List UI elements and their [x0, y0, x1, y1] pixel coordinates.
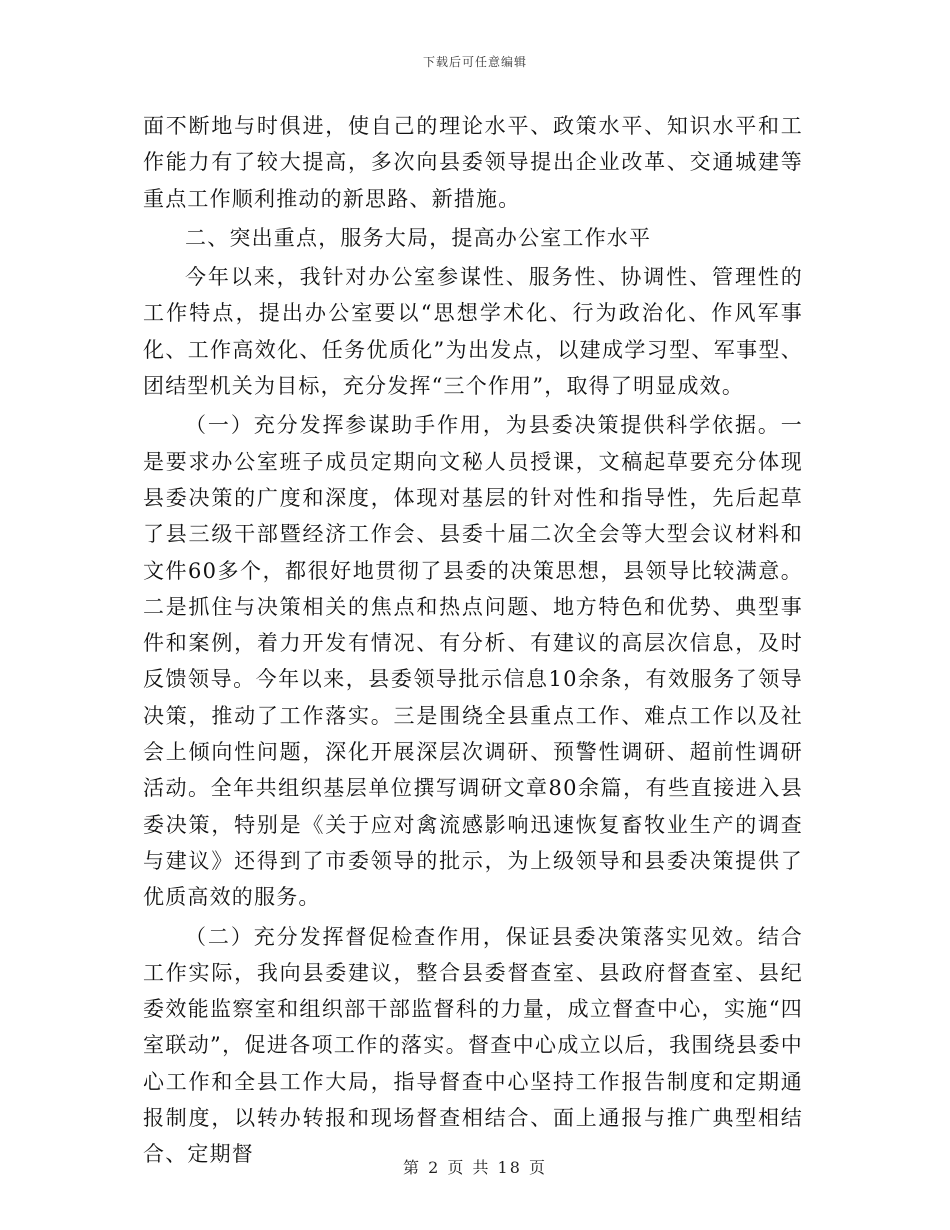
document-body [143, 108, 803, 1173]
paragraph-subsection-1: （一）充分发挥参谋助手作用，为县委决策提供科学依据。一是要求办公室班子成员定期向文秘人员授课，文稿起草要充分体现县委决策的广度和深度，体现对基层的针对性和指导性，先后起草了县三级干部暨经济工作会、县委十届二次全会等大型会议材料和文件60多个，都很好地贯彻了县委的决策思想，县领导比较满意。二是抓住与决策相关的焦点和热点问题、地方特色和优势、典型事件和案例，着力开发有情况、有分析、有建议的高层次信息，及时反馈领导。今年以来，县委领导批示信息10余条，有效服务了领导决策，推动了工作落实。三是围绕全县重点工作、难点工作以及社会上倾向性问题，深化开展深层次调研、预警性调研、超前性调研活动。全年共组织基层单位撰写调研文章80余篇，有些直接进入县委决策，特别是《关于应对禽流感影响迅速恢复畜牧业生产的调查与建议》还得到了市委领导的批示，为上级领导和县委决策提供了优质高效的服务。 [143, 413, 803, 910]
paragraph-continued: 面不断地与时俱进，使自己的理论水平、政策水平、知识水平和工作能力有了较大提高，多次向县委领导提出企业改革、交通城建等重点工作顺利推动的新思路、新措施。 [143, 114, 803, 211]
page-header-note: 下载后可任意编辑 [422, 55, 527, 69]
paragraph-subsection-2: （二）充分发挥督促检查作用，保证县委决策落实见效。结合工作实际，我向县委建议，整合县委督查室、县政府督查室、县纪委效能监察室和组织部干部监督科的力量，成立督查中心，实施“四室联动”，促进各项工作的落实。督查中心成立以后，我围绕县委中心工作和全县工作大局，指导督查中心坚持工作报告制度和定期通报制度，以转办转报和现场督查相结合、面上通报与推广典型相结合、定期督 [143, 924, 803, 1167]
paragraph-intro: 今年以来，我针对办公室参谋性、服务性、协调性、管理性的工作特点，提出办公室要以“思想学术化、行为政治化、作风军事化、工作高效化、任务优质化”为出发点，以建成学习型、军事型、团结型机关为目标，充分发挥“三个作用”，取得了明显成效。 [143, 265, 803, 399]
page-number-footer: 第 2 页 共 18 页 [403, 1158, 547, 1177]
section-heading: 二、突出重点，服务大局，提高办公室工作水平 [185, 225, 652, 250]
